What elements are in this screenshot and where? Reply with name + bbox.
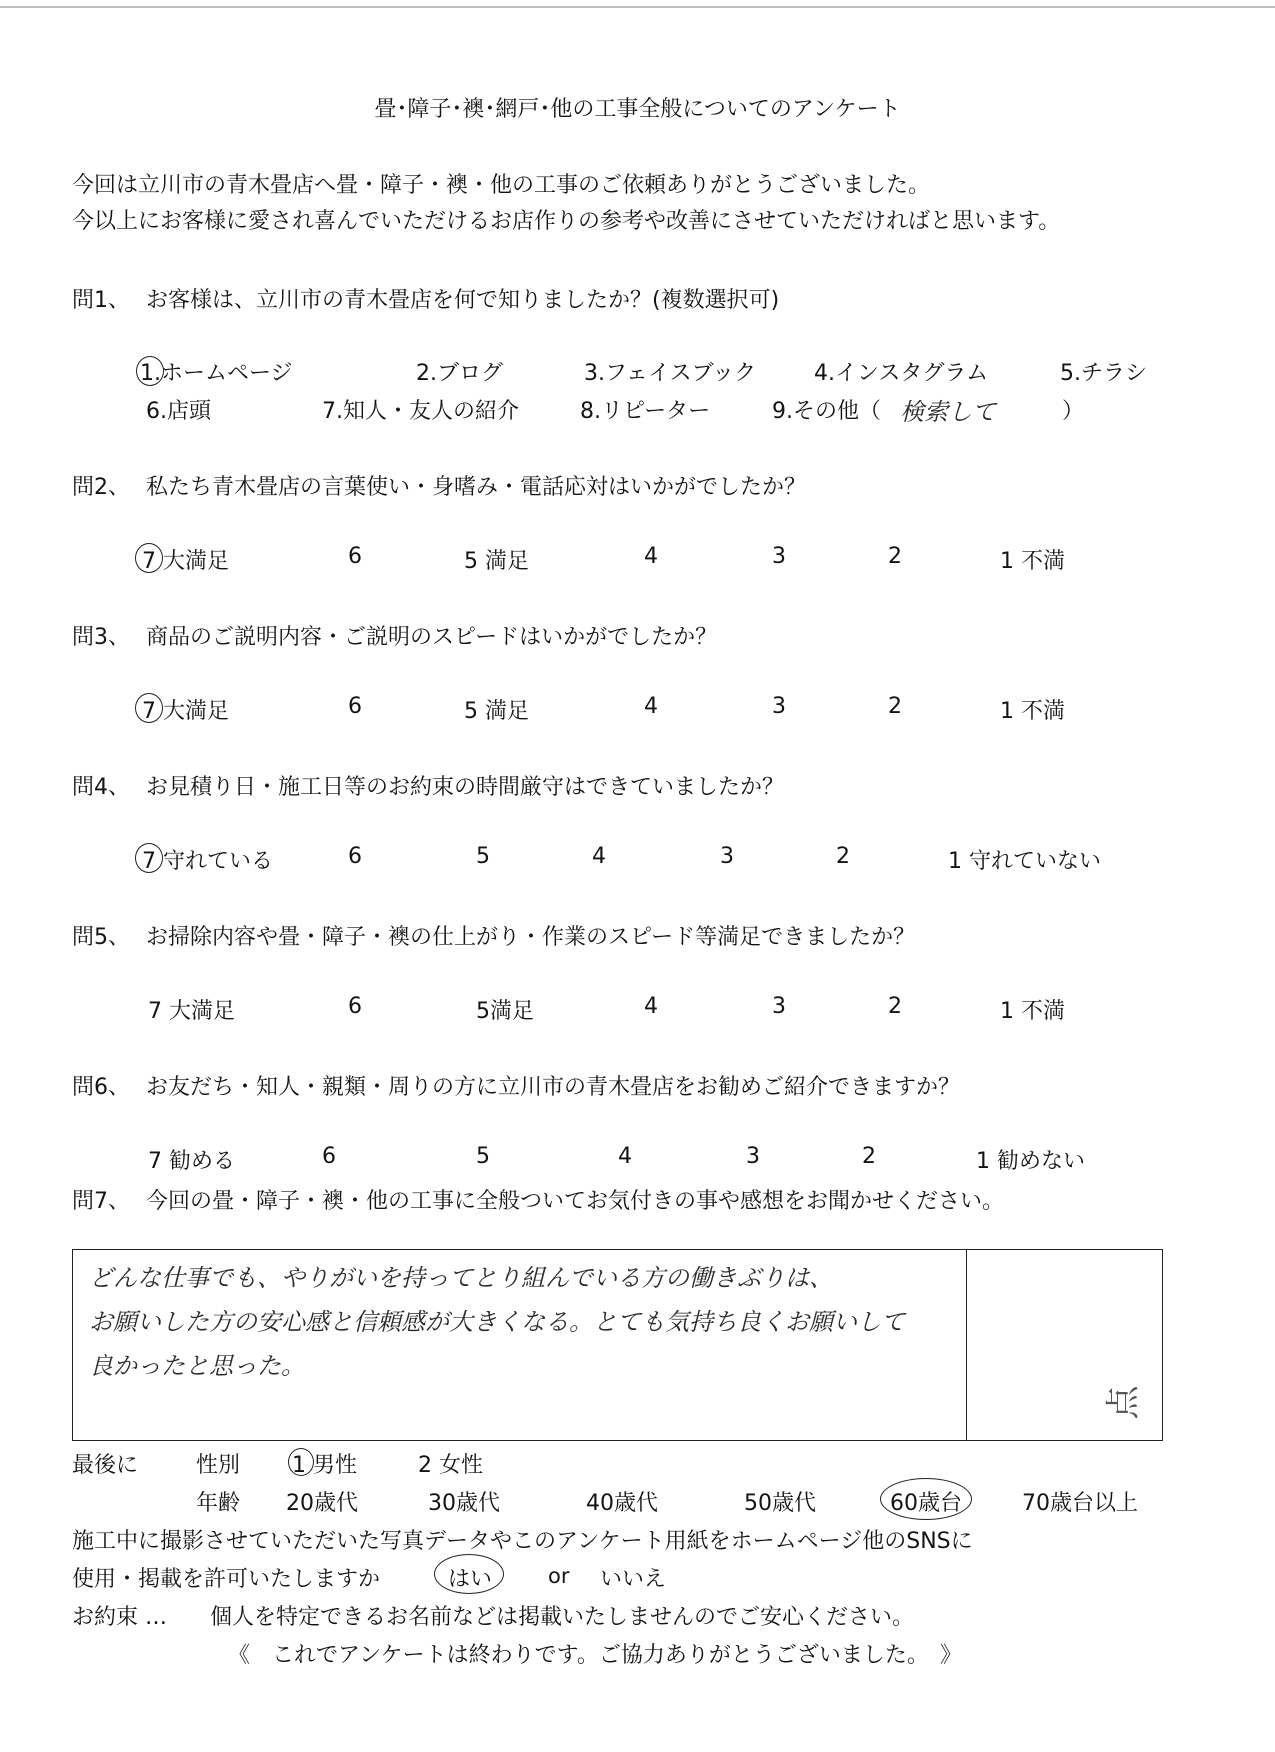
q4-option-5[interactable]: 5 (476, 844, 490, 869)
q6-option-2[interactable]: 2 (862, 1144, 876, 1169)
q3-selected-circle (135, 693, 163, 723)
q4-option-7[interactable]: 7 守れている (142, 849, 273, 874)
comment-line-1: どんな仕事でも、やりがいを持ってとり組んでいる方の働きぶりは、 (89, 1264, 833, 1292)
permission-no[interactable]: いいえ (600, 1567, 667, 1592)
q4-number: 問4、 (72, 775, 130, 800)
q3-option-7[interactable]: 7 大満足 (142, 699, 229, 724)
q5-option-1[interactable]: 1 不満 (1000, 999, 1065, 1024)
q7-number: 問7、 (72, 1189, 130, 1214)
age-selected-circle (880, 1478, 972, 1520)
q2-option-3[interactable]: 3 (772, 544, 786, 569)
q2-text: 私たち青木畳店の言葉使い・身嗜み・電話応対はいかがでしたか？ (146, 475, 807, 500)
q4-selected-circle (135, 843, 163, 873)
q5-option-7[interactable]: 7 大満足 (148, 999, 235, 1024)
q3-option-2[interactable]: 2 (888, 694, 902, 719)
intro-line-1: 今回は立川市の青木畳店へ畳・障子・襖・他の工事のご依頼ありがとうございました。 (72, 173, 931, 198)
q4-option-1[interactable]: 1 守れていない (948, 849, 1101, 874)
q2-option-6[interactable]: 6 (348, 544, 362, 569)
q6-option-3[interactable]: 3 (746, 1144, 760, 1169)
q5-option-4[interactable]: 4 (644, 994, 658, 1019)
intro-line-2: 今以上にお客様に愛され喜んでいただけるお店作りの参考や改善にさせていただければと思います。 (72, 209, 1061, 234)
permission-line-1: 施工中に撮影させていただいた写真データやこのアンケート用紙をホームページ他のSNSに (72, 1529, 973, 1554)
promise-text: 個人を特定できるお名前などは掲載いたしませんのでご安心ください。 (210, 1605, 915, 1630)
q5-option-3[interactable]: 3 (772, 994, 786, 1019)
age-40s[interactable]: 40歳代 (586, 1491, 658, 1516)
q5-text: お掃除内容や畳・障子・襖の仕上がり・作業のスピード等満足できましたか？ (146, 925, 916, 950)
q3-number: 問3、 (72, 625, 130, 650)
q5-option-5[interactable]: 5満足 (476, 999, 534, 1024)
permission-or: or (548, 1564, 570, 1588)
q1-option-flyer[interactable]: 5.チラシ (1060, 361, 1147, 386)
q6-option-4[interactable]: 4 (618, 1144, 632, 1169)
comment-box[interactable] (72, 1249, 1163, 1441)
q4-text: お見積り日・施工日等のお約束の時間厳守はできていましたか？ (146, 775, 785, 800)
survey-title: 畳･障子･襖･網戸･他の工事全般についてのアンケート (374, 97, 901, 122)
q6-text: お友だち・知人・親類・周りの方に立川市の青木畳店をお勧めご紹介できますか？ (146, 1075, 961, 1100)
q2-option-5[interactable]: 5 満足 (464, 549, 529, 574)
score-divider (966, 1250, 967, 1440)
permission-yes[interactable]: はい (448, 1567, 493, 1592)
q2-option-2[interactable]: 2 (888, 544, 902, 569)
q2-option-1[interactable]: 1 不満 (1000, 549, 1065, 574)
q5-number: 問5、 (72, 925, 130, 950)
score-label: 点 (1103, 1385, 1144, 1420)
q5-option-2[interactable]: 2 (888, 994, 902, 1019)
q3-option-3[interactable]: 3 (772, 694, 786, 719)
q1-option-homepage[interactable]: 1.ホームページ (140, 361, 293, 386)
q4-option-6[interactable]: 6 (348, 844, 362, 869)
permission-selected-circle (434, 1554, 504, 1594)
q6-number: 問6、 (72, 1075, 130, 1100)
gender-selected-circle (288, 1448, 314, 1476)
q5-option-6[interactable]: 6 (348, 994, 362, 1019)
q6-option-6[interactable]: 6 (322, 1144, 336, 1169)
q2-selected-circle (135, 543, 163, 573)
q4-option-2[interactable]: 2 (836, 844, 850, 869)
q1-option-storefront[interactable]: 6.店頭 (146, 399, 211, 424)
q7-text: 今回の畳・障子・襖・他の工事に全般ついてお気付きの事や感想をお聞かせください。 (146, 1189, 1005, 1214)
q2-option-4[interactable]: 4 (644, 544, 658, 569)
age-label: 年齢 (196, 1491, 241, 1516)
q1-option-repeater[interactable]: 8.リピーター (580, 399, 711, 424)
q6-option-1[interactable]: 1 勧めない (976, 1149, 1085, 1174)
q6-option-7[interactable]: 7 勧める (148, 1149, 235, 1174)
q1-other-handwritten: 検索して (900, 398, 996, 426)
q3-option-5[interactable]: 5 満足 (464, 699, 529, 724)
q3-option-4[interactable]: 4 (644, 694, 658, 719)
q6-option-5[interactable]: 5 (476, 1144, 490, 1169)
scan-edge-line (0, 6, 1275, 8)
q3-option-1[interactable]: 1 不満 (1000, 699, 1065, 724)
q1-option-referral[interactable]: 7.知人・友人の紹介 (322, 399, 519, 424)
age-50s[interactable]: 50歳代 (744, 1491, 816, 1516)
q2-option-7[interactable]: 7 大満足 (142, 549, 229, 574)
q2-number: 問2、 (72, 475, 130, 500)
final-label: 最後に (72, 1453, 139, 1478)
q1-option-other[interactable]: 9.その他（ (772, 399, 881, 424)
q1-option-instagram[interactable]: 4.インスタグラム (814, 361, 989, 386)
q1-option-facebook[interactable]: 3.フェイスブック (584, 361, 757, 386)
gender-female[interactable]: 2 女性 (418, 1453, 483, 1478)
age-20s[interactable]: 20歳代 (286, 1491, 358, 1516)
q1-number: 問1、 (72, 288, 130, 313)
closing-message: 《 これでアンケートは終わりです。ご協力ありがとうございました。 》 (228, 1643, 962, 1668)
q1-other-close-paren: ） (1062, 399, 1085, 424)
q3-text: 商品のご説明内容・ご説明のスピードはいかがでしたか？ (146, 625, 718, 650)
age-70s-plus[interactable]: 70歳台以上 (1022, 1491, 1138, 1516)
comment-line-3: 良かったと思った。 (89, 1352, 305, 1380)
q4-option-3[interactable]: 3 (720, 844, 734, 869)
gender-male[interactable]: 1 男性 (292, 1453, 357, 1478)
age-60s[interactable]: 60歳台 (890, 1491, 962, 1516)
gender-label: 性別 (196, 1453, 241, 1478)
age-30s[interactable]: 30歳代 (428, 1491, 500, 1516)
q1-selected-circle (136, 356, 164, 386)
q1-option-blog[interactable]: 2.ブログ (416, 361, 503, 386)
promise-label: お約束 … (72, 1605, 167, 1630)
comment-line-2: お願いした方の安心感と信頼感が大きくなる。とても気持ち良くお願いして (89, 1308, 905, 1336)
q4-option-4[interactable]: 4 (592, 844, 606, 869)
q1-text: お客様は、立川市の青木畳店を何で知りましたか？(複数選択可) (146, 288, 780, 313)
q3-option-6[interactable]: 6 (348, 694, 362, 719)
permission-line-2: 使用・掲載を許可いたしますか (72, 1567, 381, 1592)
